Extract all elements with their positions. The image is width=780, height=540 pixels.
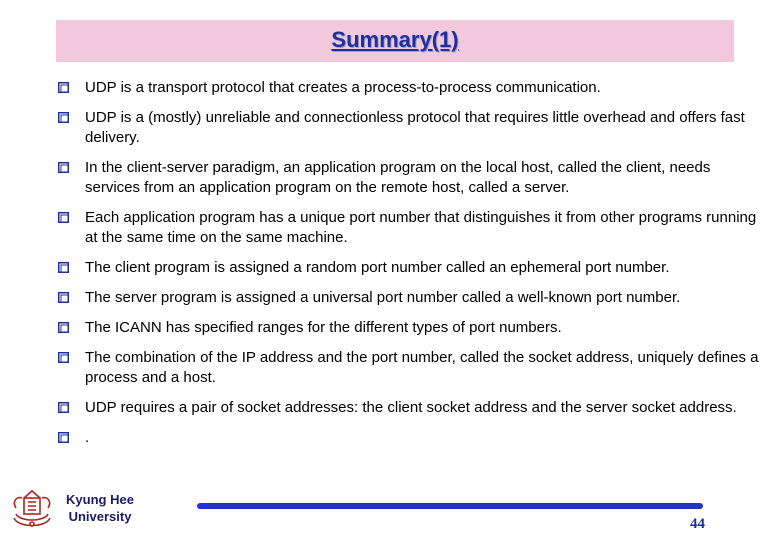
slide-title: Summary(1)	[331, 27, 459, 52]
page-number: 44	[690, 516, 705, 532]
bullet-text: Each application program has a unique port number that distinguishes it from other programs running at the same time on the same machine.	[85, 209, 757, 246]
bullet-text: UDP is a (mostly) unreliable and connectionless protocol that requires little overhead and offers fast delivery.	[85, 109, 745, 146]
university-name-line1: Kyung Hee	[66, 492, 134, 507]
square-bullet-icon	[58, 82, 69, 93]
square-bullet-icon	[58, 162, 69, 173]
square-bullet-icon	[58, 262, 69, 273]
square-bullet-icon	[58, 322, 69, 333]
square-bullet-icon	[58, 352, 69, 363]
bullet-text: The combination of the IP address and the port number, called the socket address, uniquely defines a process and a host.	[85, 349, 759, 386]
bullet-list	[56, 78, 766, 458]
bullet-text: The server program is assigned a universal port number called a well-known port number.	[85, 289, 681, 306]
bullet-item	[56, 318, 766, 338]
bullet-text: The ICANN has specified ranges for the different types of port numbers.	[85, 319, 562, 336]
square-bullet-icon	[58, 402, 69, 413]
bullet-item	[56, 258, 766, 278]
university-name-line2: University	[68, 509, 132, 524]
square-bullet-icon	[58, 432, 69, 443]
bullet-item	[56, 108, 766, 148]
bullet-text: The client program is assigned a random port number called an ephemeral port number.	[85, 259, 670, 276]
university-name	[55, 491, 145, 525]
bullet-text: UDP is a transport protocol that creates a process-to-process communication.	[85, 79, 601, 96]
title-bar	[56, 20, 734, 62]
bullet-item	[56, 348, 766, 388]
square-bullet-icon	[58, 112, 69, 123]
bullet-text: UDP requires a pair of socket addresses: the client socket address and the server socket address.	[85, 399, 737, 416]
bullet-item	[56, 288, 766, 308]
bullet-item	[56, 78, 766, 98]
bullet-item	[56, 428, 766, 448]
square-bullet-icon	[58, 292, 69, 303]
bullet-item	[56, 158, 766, 198]
bullet-text: .	[85, 429, 90, 446]
bullet-text: In the client-server paradigm, an application program on the local host, called the client, needs services from an application program on the remote host, called a server.	[85, 159, 711, 196]
footer-divider	[197, 503, 703, 509]
bullet-item	[56, 208, 766, 248]
bullet-item	[56, 398, 766, 418]
square-bullet-icon	[58, 212, 69, 223]
university-emblem-icon	[10, 488, 54, 530]
